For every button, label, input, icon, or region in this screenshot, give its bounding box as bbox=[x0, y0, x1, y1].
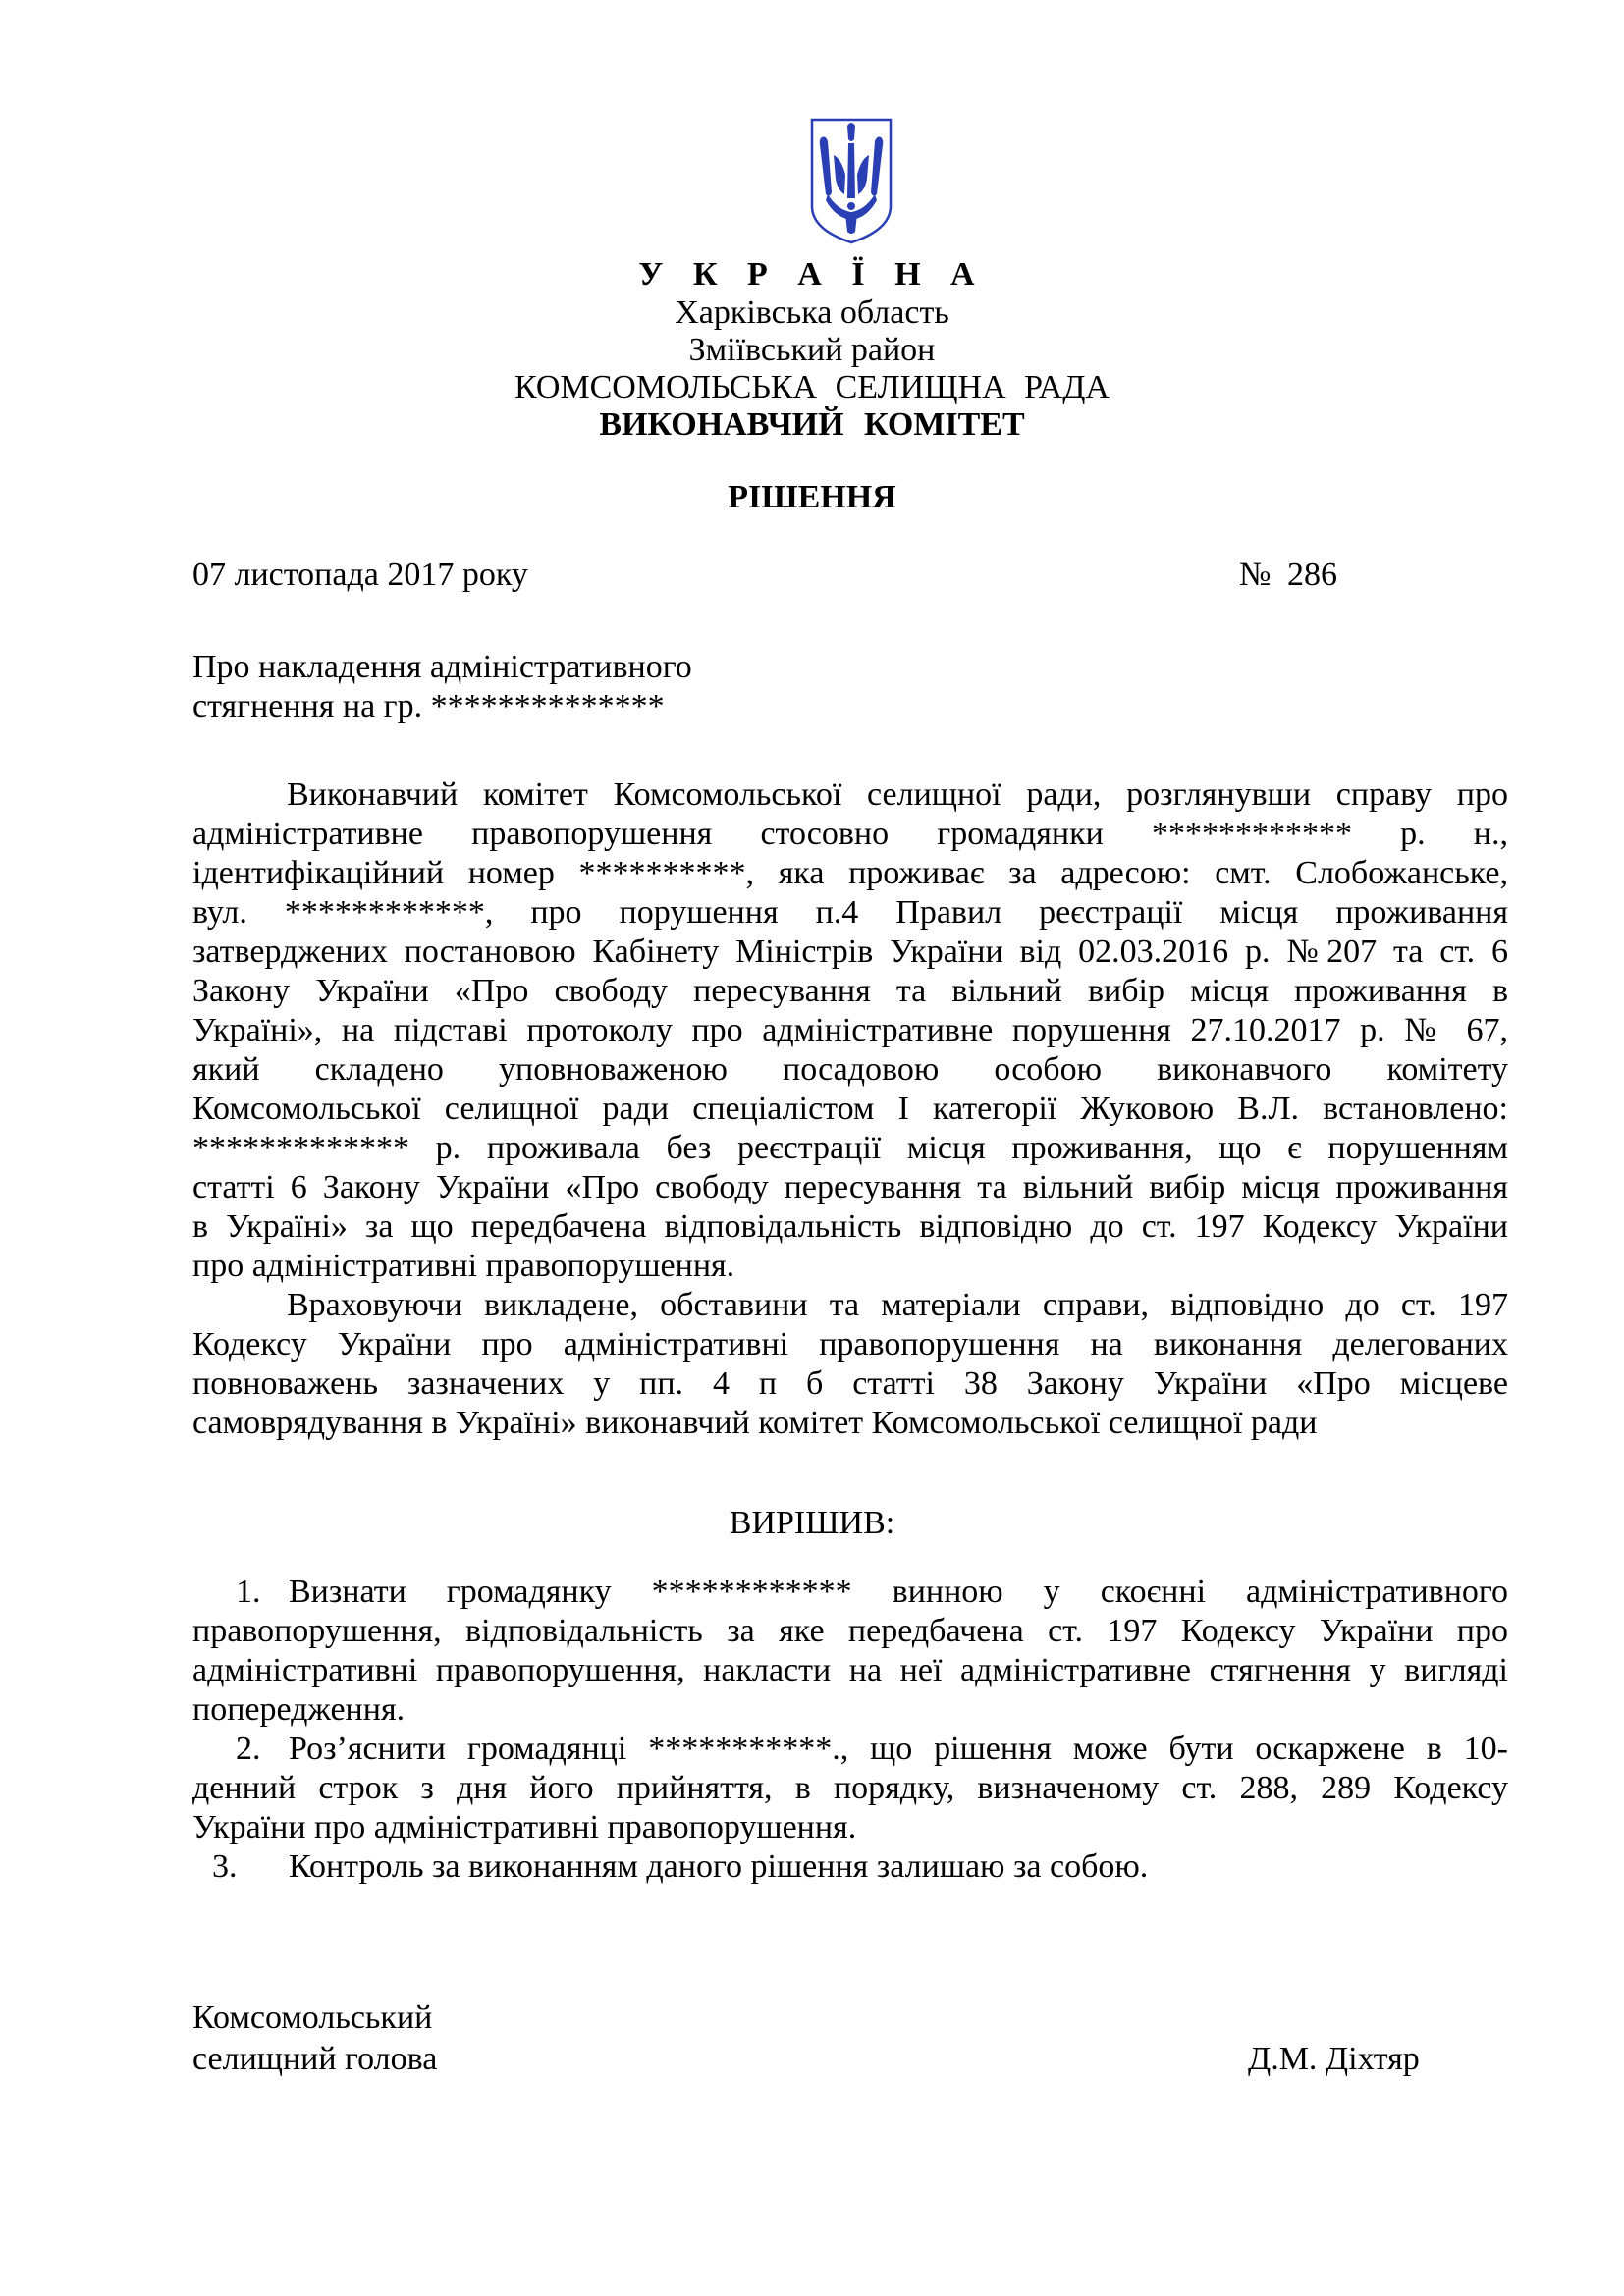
paragraph-line: Комсомольської селищної ради спеціалістом І категорії Жуковою В.Л. встановлено: bbox=[192, 1091, 1508, 1127]
paragraph-line: Кодексу України про адміністративні правопорушення на виконання делегованих bbox=[192, 1326, 1508, 1362]
paragraph-line: Виконавчий комітет Комсомольської селищної ради, розглянувши справу про bbox=[287, 776, 1508, 813]
decision-number: № 286 bbox=[1239, 557, 1337, 593]
list-item-text: адміністративні правопорушення, накласти на неї адміністративне стягнення у вигляді bbox=[192, 1652, 1508, 1688]
document-type: РІШЕННЯ bbox=[728, 479, 896, 515]
region-name: Харківська область bbox=[675, 294, 949, 331]
paragraph-line: Україні», на підставі протоколу про адміністративне порушення 27.10.2017 р. № 67, bbox=[192, 1012, 1508, 1048]
committee-name: ВИКОНАВЧИЙ КОМІТЕТ bbox=[599, 406, 1025, 443]
list-item bbox=[192, 1730, 1508, 1769]
ukraine-trident-icon bbox=[808, 116, 894, 246]
list-item-text: правопорушення, відповідальність за яке передбачена ст. 197 Кодексу України про bbox=[192, 1613, 1508, 1649]
paragraph-line: статті 6 Закону України «Про свободу пересування та вільний вибір місця проживання bbox=[192, 1169, 1508, 1205]
subject-line: Про накладення адміністративного bbox=[192, 649, 692, 685]
paragraph-line: Закону України «Про свободу пересування та вільний вибір місця проживання в bbox=[192, 973, 1508, 1009]
paragraph-line: в Україні» за що передбачена відповідальність відповідно до ст. 197 Кодексу України bbox=[192, 1208, 1508, 1245]
list-item bbox=[192, 1847, 1508, 1887]
paragraph-line: ************* р. проживала без реєстрації місця проживання, що є порушенням bbox=[192, 1130, 1508, 1166]
paragraph-line: вул. ************, про порушення п.4 Правил реєстрації місця проживання bbox=[192, 894, 1508, 931]
paragraph-line: Враховуючи викладене, обставини та матеріали справи, відповідно до ст. 197 bbox=[287, 1287, 1508, 1323]
list-item bbox=[192, 1573, 1508, 1612]
paragraph-line: який складено уповноваженою посадовою особою виконавчого комітету bbox=[192, 1051, 1508, 1088]
paragraph-line: повноважень зазначених у пп. 4 п б статті 38 Закону України «Про місцеве bbox=[192, 1365, 1508, 1402]
country-title: У К Р А Ї Н А bbox=[638, 256, 986, 293]
signature-position: Комсомольський bbox=[192, 2000, 433, 2036]
paragraph-line: про адміністративні правопорушення. bbox=[192, 1248, 735, 1284]
list-item-text: попередження. bbox=[192, 1691, 406, 1728]
signature-position: селищний голова bbox=[192, 2041, 438, 2077]
paragraph-findings bbox=[192, 775, 1508, 1443]
paragraph-line: адміністративне правопорушення стосовно громадянки ************ р. н., bbox=[192, 816, 1508, 852]
list-item-number: 3. bbox=[212, 1848, 238, 1885]
paragraph-line: затверджених постановою Кабінету Міністрів України від 02.03.2016 р. №207 та ст. 6 bbox=[192, 934, 1508, 970]
list-item-number: 1. bbox=[236, 1574, 261, 1610]
decision-list bbox=[192, 1573, 1508, 1887]
council-name: КОМСОМОЛЬСЬКА СЕЛИЩНА РАДА bbox=[514, 369, 1110, 405]
decided-heading: ВИРІШИВ: bbox=[729, 1505, 895, 1541]
paragraph-line: ідентифікаційний номер **********, яка проживає за адресою: смт. Слобожанське, bbox=[192, 855, 1508, 891]
list-item-text: денний строк з дня його прийняття, в порядку, визначеному ст. 288, 289 Кодексу bbox=[192, 1770, 1508, 1806]
list-item-text: Контроль за виконанням даного рішення залишаю за собою. bbox=[289, 1848, 1149, 1885]
paragraph-line: самоврядування в Україні» виконавчий комітет Комсомольської селищної ради bbox=[192, 1405, 1318, 1441]
list-item-text: Роз’яснити громадянці ***********., що рішення може бути оскаржене в 10- bbox=[289, 1731, 1508, 1767]
decision-date: 07 листопада 2017 року bbox=[192, 557, 528, 593]
list-item-number: 2. bbox=[236, 1731, 261, 1767]
subject-line: стягнення на гр. ************** bbox=[192, 688, 665, 724]
list-item-text: України про адміністративні правопорушення. bbox=[192, 1809, 857, 1845]
signature-name: Д.М. Діхтяр bbox=[1248, 2041, 1420, 2077]
district-name: Зміївський район bbox=[688, 332, 936, 368]
list-item-text: Визнати громадянку ************ винною у скоєнні адміністративного bbox=[289, 1574, 1508, 1610]
